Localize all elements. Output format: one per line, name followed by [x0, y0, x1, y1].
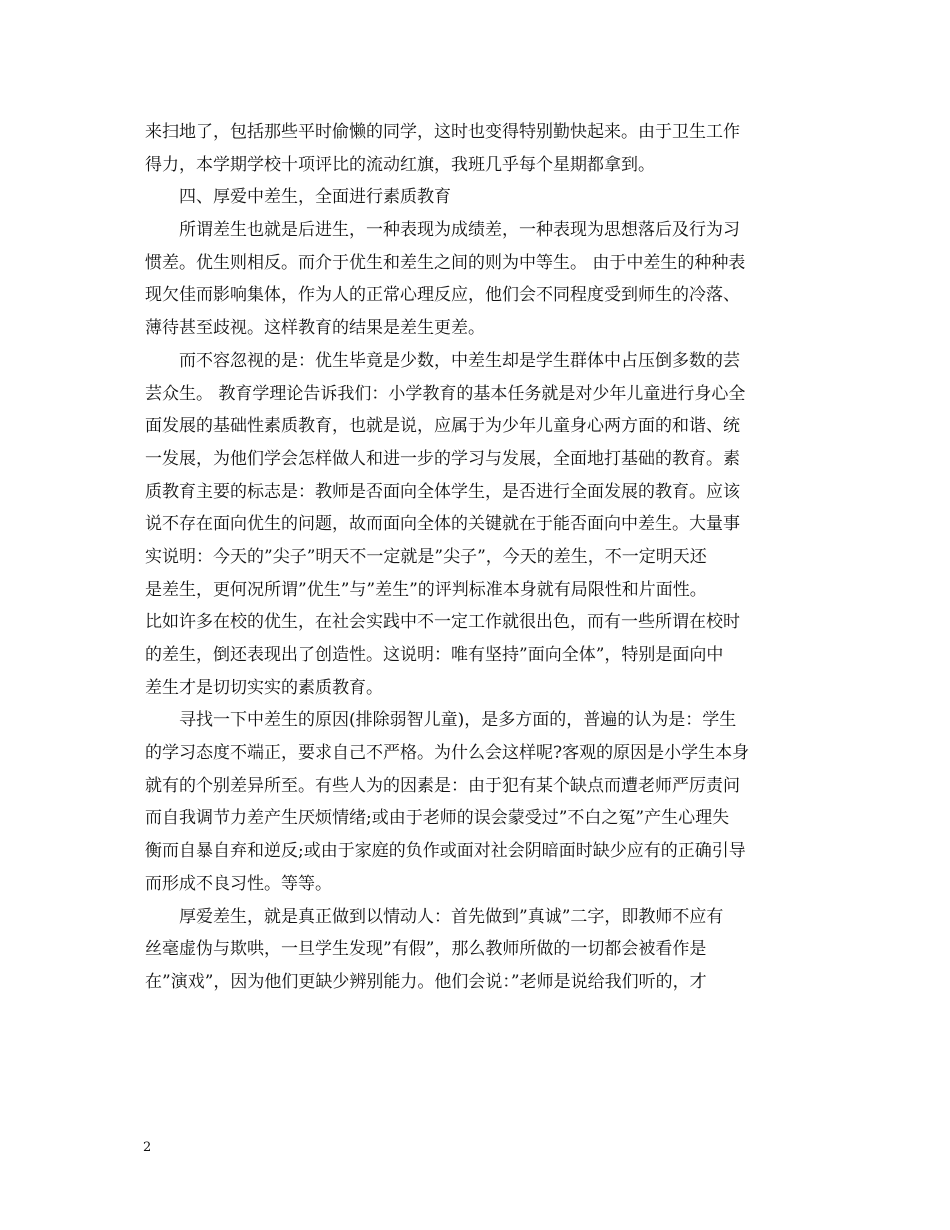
text-line: 质教育主要的标志是：教师是否面向全体学生，是否进行全面发展的教育。应该	[145, 481, 740, 502]
text-line: 差生才是切切实实的素质教育。	[145, 677, 383, 698]
text-line: 实说明：今天的”尖子”明天不一定就是”尖子”，今天的差生，不一定明天还	[145, 546, 707, 567]
text-line: 丝毫虚伪与欺哄，一旦学生发现”有假”，那么教师所做的一切都会被看作是	[145, 939, 707, 960]
text-line: 来扫地了，包括那些平时偷懒的同学，这时也变得特别勤快起来。由于卫生工作	[145, 122, 740, 142]
text-line: 而自我调节力差产生厌烦情绪;或由于老师的误会蒙受过”不白之冤”产生心理失	[145, 808, 730, 829]
text-line: 寻找一下中差生的原因(排除弱智儿童)，是多方面的，普遍的认为是：学生	[179, 710, 737, 731]
text-line: 的差生，倒还表现出了创造性。这说明：唯有坚持”面向全体”，特别是面向中	[145, 645, 724, 665]
text-line: 现欠佳而影响集体，作为人的正常心理反应，他们会不同程度受到师生的冷落、	[145, 285, 740, 306]
text-line: 是差生，更何况所谓”优生”与”差生”的评判标准本身就有局限性和片面性。	[145, 579, 707, 600]
text-line: 衡而自暴自弃和逆反;或由于家庭的负作或面对社会阴暗面时缺少应有的正确引导	[145, 841, 746, 862]
text-line: 一发展，为他们学会怎样做人和进一步的学习与发展，全面地打基础的教育。素	[145, 448, 740, 469]
text-line: 薄待甚至歧视。这样教育的结果是差生更差。	[145, 318, 485, 339]
text-line: 而形成不良习性。等等。	[145, 873, 332, 894]
text-line: 的学习态度不端正，要求自己不严格。为什么会这样呢?客观的原因是小学生本身	[145, 743, 750, 764]
page-number: 2	[143, 1140, 152, 1155]
text-line: 在”演戏”，因为他们更缺少辨别能力。他们会说：”老师是说给我们听的，才	[145, 971, 707, 992]
document-body	[145, 116, 805, 999]
text-line: 厚爱差生，就是真正做到以情动人：首先做到”真诚”二字，即教师不应有	[179, 906, 724, 927]
text-line: 得力，本学期学校十项评比的流动红旗，我班几乎每个星期都拿到。	[145, 154, 655, 175]
text-line: 所谓差生也就是后进生，一种表现为成绩差，一种表现为思想落后及行为习	[179, 220, 740, 241]
text-line: 惯差。优生则相反。而介于优生和差生之间的则为中等生。 由于中差生的种种表	[145, 252, 746, 273]
text-line: 而不容忽视的是：优生毕竟是少数，中差生却是学生群体中占压倒多数的芸	[179, 350, 740, 371]
section-heading: 四、厚爱中差生，全面进行素质教育	[179, 187, 451, 208]
text-line: 就有的个别差异所至。有些人为的因素是：由于犯有某个缺点而遭老师严厉责问	[145, 775, 740, 796]
text-line: 芸众生。 教育学理论告诉我们：小学教育的基本任务就是对少年儿童进行身心全	[145, 383, 746, 404]
text-line: 面发展的基础性素质教育，也就是说，应属于为少年儿童身心两方面的和谐、统	[145, 416, 740, 437]
text-line: 说不存在面向优生的问题，故而面向全体的关键就在于能否面向中差生。大量事	[145, 514, 740, 535]
text-line: 比如许多在校的优生，在社会实践中不一定工作就很出色，而有一些所谓在校时	[145, 612, 740, 633]
